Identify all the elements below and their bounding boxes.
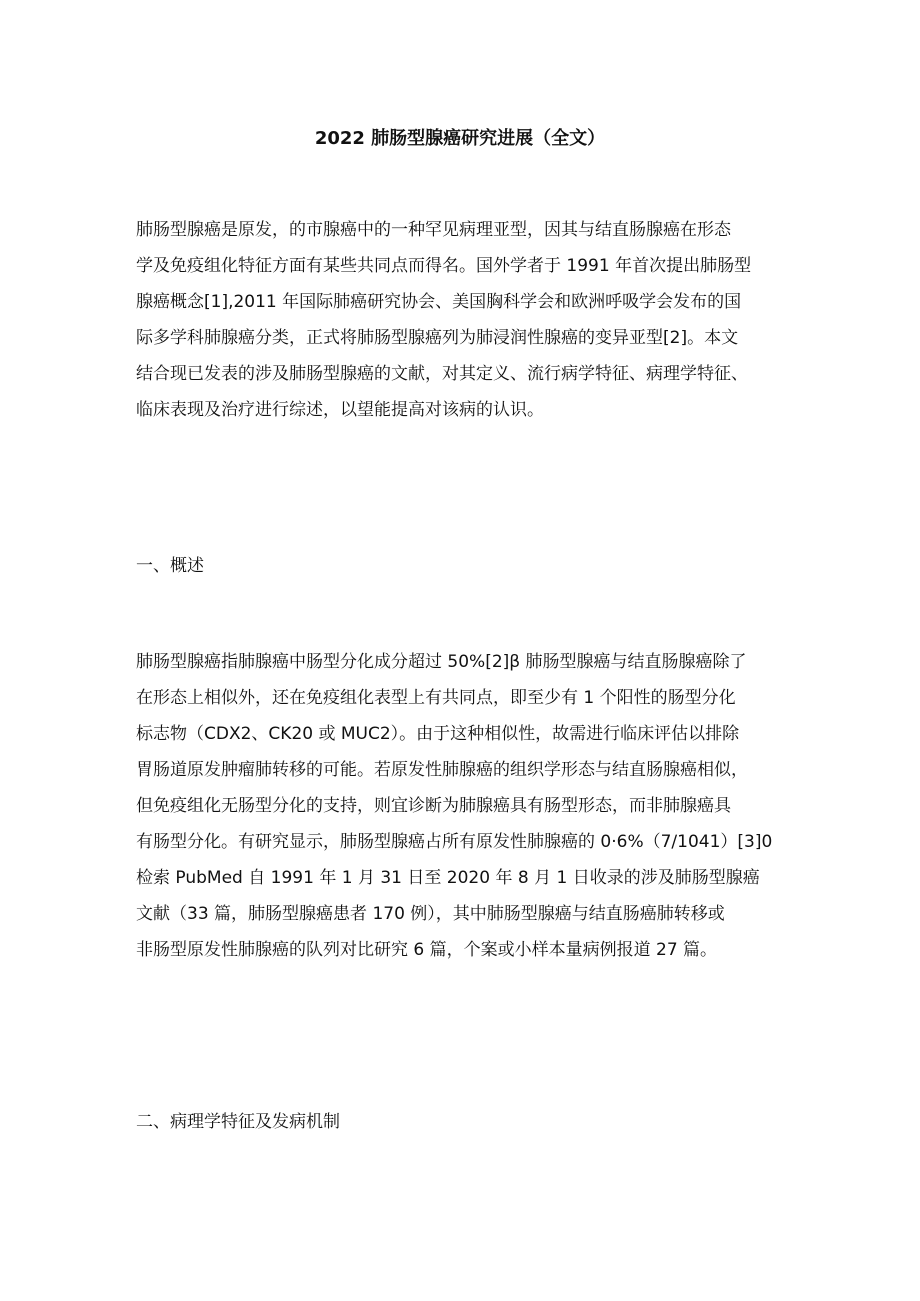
- paragraph-line: 学及免疫组化特征方面有某些共同点而得名。国外学者于 1991 年首次提出肺肠型: [136, 256, 752, 276]
- paragraph-line: 非肠型原发性肺腺癌的队列对比研究 6 篇，个案或小样本量病例报道 27 篇。: [136, 940, 718, 960]
- paragraph-line: 但免疫组化无肠型分化的支持，则宜诊断为肺腺癌具有肠型形态，而非肺腺癌具: [136, 796, 731, 816]
- paragraph-line: 在形态上相似外，还在免疫组化表型上有共同点，即至少有 1 个阳性的肠型分化: [136, 688, 736, 708]
- intro-paragraph: [136, 212, 816, 428]
- paragraph-line: 检索 PubMed 自 1991 年 1 月 31 日至 2020 年 8 月 1 日收录的涉及肺肠型腺癌: [136, 868, 760, 888]
- paragraph-line: 肺肠型腺癌指肺腺癌中肠型分化成分超过 50%[2]β 肺肠型腺癌与结直肠腺癌除了: [136, 652, 747, 672]
- section-heading-pathology: 二、病理学特征及发病机制: [136, 1112, 340, 1132]
- paragraph-line: 结合现已发表的涉及肺肠型腺癌的文献，对其定义、流行病学特征、病理学特征、: [136, 364, 748, 384]
- paragraph-line: 有肠型分化。有研究显示，肺肠型腺癌占所有原发性肺腺癌的 0·6%（7∕1041）[3]0: [136, 832, 773, 852]
- paragraph-line: 临床表现及治疗进行综述，以望能提高对该病的认识。: [136, 400, 544, 420]
- paragraph-line: 肺肠型腺癌是原发，的市腺癌中的一种罕见病理亚型，因其与结直肠腺癌在形态: [136, 220, 731, 240]
- paragraph-line: 文献（33 篇，肺肠型腺癌患者 170 例），其中肺肠型腺癌与结直肠癌肺转移或: [136, 904, 725, 924]
- section-heading-overview: 一、概述: [136, 556, 204, 576]
- overview-paragraph: [136, 644, 816, 968]
- paragraph-line: 标志物（CDX2、CK20 或 MUC2）。由于这种相似性，故需进行临床评估以排除: [136, 724, 740, 744]
- document-title: 2022 肺肠型腺癌研究进展（全文）: [314, 128, 606, 149]
- paragraph-line: 际多学科肺腺癌分类，正式将肺肠型腺癌列为肺浸润性腺癌的变异亚型[2]。本文: [136, 328, 739, 348]
- paragraph-line: 腺癌概念[1],2011 年国际肺癌研究协会、美国胸科学会和欧洲呼吸学会发布的国: [136, 292, 742, 312]
- paragraph-line: 胃肠道原发肿瘤肺转移的可能。若原发性肺腺癌的组织学形态与结直肠腺癌相似，: [136, 760, 748, 780]
